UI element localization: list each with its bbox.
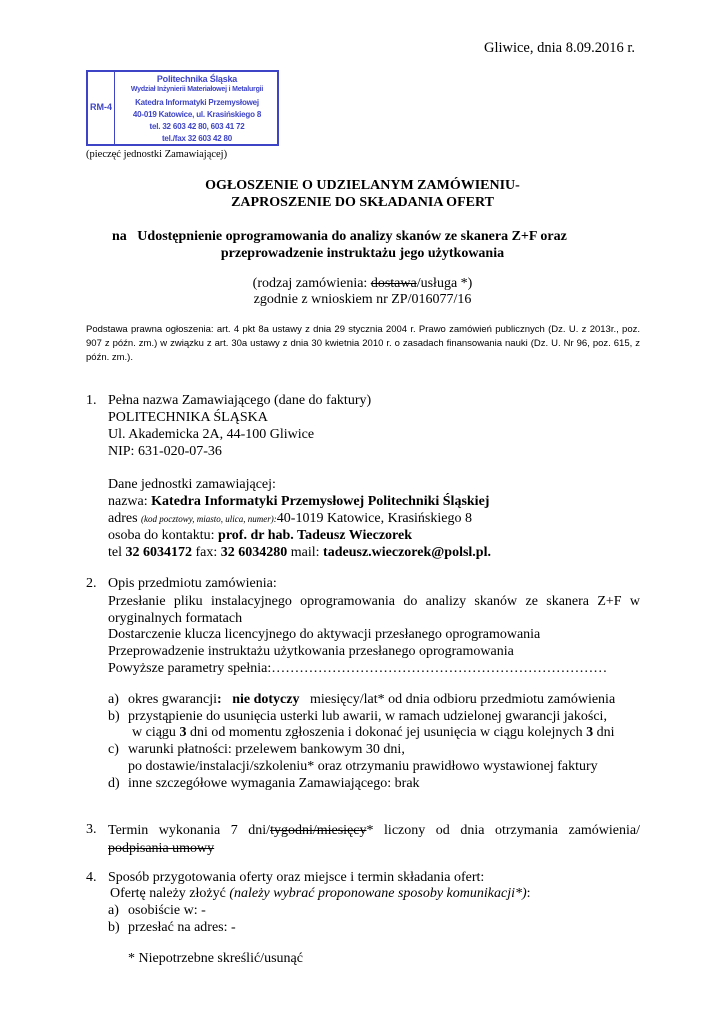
subject-description-2: Dostarczenie klucza licencyjnego do aktywacji przesłanego oprogramowania	[108, 627, 541, 642]
stamp-line: Politechnika Śląska	[156, 74, 238, 84]
unit-name-value: Katedra Informatyki Przemysłowej Politechniki Śląskiej	[151, 494, 490, 509]
fax-label: fax:	[192, 545, 221, 560]
stamp-line: 40-019 Katowice, ul. Krasińskiego 8	[132, 110, 262, 119]
footnote: * Niepotrzebne skreślić/usunąć	[128, 951, 303, 966]
subject-prefix: na	[112, 229, 127, 244]
repair-text-b: dni od momentu zgłoszenia i dokonać jej usunięcia w ciągu kolejnych	[186, 725, 587, 740]
unit-name-line	[108, 494, 489, 510]
offer-hint: (należy wybrać proponowane sposoby komunikacji*)	[229, 886, 527, 901]
deadline-counted: * liczony od dnia otrzymania zamówienia/	[366, 823, 641, 838]
item-4b-label: b)	[108, 920, 120, 935]
tel-value: 32 6034172	[125, 545, 192, 560]
stamp-side-label: RM-4	[90, 102, 112, 112]
offer-end: :	[526, 886, 531, 901]
parameters-line: Powyższe parametry spełnia:………………………………………………………………	[108, 661, 608, 676]
item-4a-label: a)	[108, 903, 119, 918]
buyer-nip: NIP: 631-020-07-36	[108, 444, 222, 459]
title-line-1: OGŁOSZENIE O UDZIELANYM ZAMÓWIENIU-	[205, 178, 520, 193]
subject-line-2: przeprowadzenie instruktażu jego użytkowania	[220, 246, 505, 261]
contact-label: osoba do kontaktu:	[108, 528, 219, 543]
place-date: Gliwice, dnia 8.09.2016 r.	[483, 40, 635, 56]
subject-text: Udostępnienie oprogramowania do analizy skanów ze skanera Z+F oraz	[137, 229, 567, 244]
deadline-struck-units: tygodni/miesięcy	[270, 823, 367, 838]
order-type-rest: /usługa *)	[416, 276, 473, 291]
unit-address-label: adres	[108, 511, 142, 526]
contact-line	[108, 528, 412, 544]
deadline-struck-contract: podpisania umowy	[108, 841, 215, 856]
unit-address-value: 40-1019 Katowice, Krasińskiego 8	[276, 511, 472, 526]
institution-stamp	[86, 70, 279, 146]
item-4a-text: osobiście w: -	[128, 903, 206, 918]
item-a-text	[128, 692, 615, 708]
subject-description-1: Przesłanie pliku instalacyjnego oprogramowania do analizy skanów ze skanera Z+F w oryginalnych formatach	[108, 594, 640, 626]
order-type-line	[0, 276, 725, 292]
item-b-label: b)	[108, 709, 120, 724]
item-d-label: d)	[108, 776, 120, 791]
warranty-value: nie dotyczy	[232, 692, 300, 707]
fax-value: 32 6034280	[220, 545, 288, 560]
item-d-text: inne szczegółowe wymagania Zamawiającego: brak	[128, 776, 420, 791]
tel-label: tel	[108, 545, 126, 560]
stamp-caption: (pieczęć jednostki Zamawiającej)	[86, 149, 228, 160]
unit-address-line	[108, 511, 472, 527]
item-b-text-2	[132, 725, 615, 741]
item-c-text-2: po dostawie/instalacji/szkoleniu* oraz otrzymaniu prawidłowo wystawionej faktury	[128, 759, 598, 774]
request-number: zgodnie z wnioskiem nr ZP/016077/16	[253, 292, 472, 307]
contact-details-line	[108, 545, 491, 561]
item-4b-text: przesłać na adres: -	[128, 920, 236, 935]
unit-heading: Dane jednostki zamawiającej:	[108, 477, 276, 492]
stamp-line: tel. 32 603 42 80, 603 41 72	[149, 122, 245, 131]
stamp-line: Katedra Informatyki Przemysłowej	[135, 98, 259, 107]
warranty-colon: :	[217, 692, 222, 707]
section-1-heading: Pełna nazwa Zamawiającego (dane do faktury)	[108, 393, 372, 408]
legal-basis: Podstawa prawna ogłoszenia: art. 4 pkt 8a ustawy z dnia 29 stycznia 2004 r. Prawo zamówień publicznych (Dz. U. z 2013r., poz. 907 z późn. zm.) w związku z art. 30a ustawy z dnia 30 kwietnia 2010 r. o zasadach finansowania nauki (Dz. U. Nr 96, poz. 615, z późn. zm.).	[86, 324, 640, 363]
item-c-text-1: warunki płatności: przelewem bankowym 30 dni,	[128, 742, 405, 757]
stamp-line: Wydział Inżynierii Materiałowej i Metalurgii	[130, 86, 264, 93]
repair-days-fix: 3	[586, 725, 594, 740]
section-3-number: 3.	[86, 822, 97, 837]
section-4-number: 4.	[86, 870, 97, 885]
section-2-heading: Opis przedmiotu zamówienia:	[108, 576, 277, 591]
item-b-text-1: przystąpienie do usunięcia usterki lub awarii, w ramach udzielonej gwarancji jakości,	[128, 709, 607, 724]
buyer-name: POLITECHNIKA ŚLĄSKA	[108, 410, 268, 425]
repair-text-c: dni	[593, 725, 615, 740]
section-2-number: 2.	[86, 576, 97, 591]
title-line-2: ZAPROSZENIE DO SKŁADANIA OFERT	[231, 195, 494, 210]
section-4-heading: Sposób przygotowania oferty oraz miejsce i termin składania ofert:	[108, 870, 485, 885]
item-a-label: a)	[108, 692, 119, 707]
unit-address-hint: (kod pocztowy, miasto, ulica, numer):	[141, 514, 277, 524]
contact-person: prof. dr hab. Tadeusz Wieczorek	[218, 528, 413, 543]
subject-line-1	[112, 229, 567, 245]
mail-label: mail:	[287, 545, 324, 560]
stamp-divider	[114, 72, 115, 144]
mail-value: tadeusz.wieczorek@polsl.pl.	[323, 545, 491, 560]
deadline-text: Termin wykonania 7 dni/	[108, 823, 271, 838]
repair-days-start: 3	[179, 725, 187, 740]
item-c-label: c)	[108, 742, 119, 757]
section-3-text	[108, 822, 640, 858]
order-type-open: (rodzaj zamówienia:	[252, 276, 371, 291]
stamp-line: tel./fax 32 603 42 80	[161, 134, 233, 143]
buyer-address: Ul. Akademicka 2A, 44-100 Gliwice	[108, 427, 315, 442]
offer-text: Ofertę należy złożyć	[110, 886, 230, 901]
offer-line	[110, 886, 531, 902]
unit-name-label: nazwa:	[108, 494, 152, 509]
warranty-label: okres gwarancji	[128, 692, 218, 707]
order-type-struck: dostawa	[370, 276, 417, 291]
repair-text-a: w ciągu	[132, 725, 180, 740]
subject-description-3: Przeprowadzenie instruktażu użytkowania przesłanego oprogramowania	[108, 644, 514, 659]
warranty-rest: miesięcy/lat* od dnia odbioru przedmiotu zamówienia	[309, 692, 616, 707]
section-1-number: 1.	[86, 393, 97, 408]
